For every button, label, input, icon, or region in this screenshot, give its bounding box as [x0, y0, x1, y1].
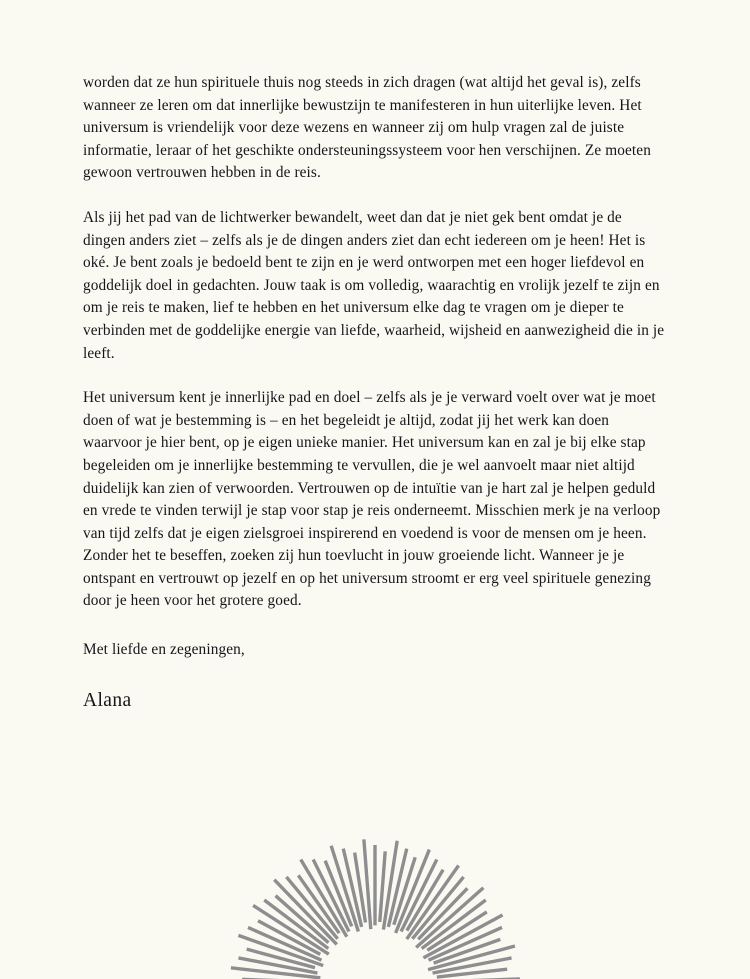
- paragraph-2: Als jij het pad van de lichtwerker bewandelt, weet dan dat je niet gek bent omdat je de dingen anders ziet – zelfs als je de dingen anders ziet dan echt iedereen om je heen! Het is oké. Je bent zoals je bedoeld bent te zijn en je werd ontworpen met een hoger liefdevol en goddelijk doel in gedachten. Jouw taak is om volledig, waarachtig en vrolijk jezelf te zijn en om je reis te maken, lief te hebben en het universum elke dag te vragen om je dieper te verbinden met de goddelijke energie van liefde, waarheid, wijsheid en aanwezigheid die in je leeft.: [83, 208, 665, 362]
- sunburst-icon: [165, 779, 585, 979]
- letter-body: [83, 72, 668, 714]
- closing-line: Met liefde en zegeningen,: [83, 641, 245, 659]
- paragraph-1: worden dat ze hun spirituele thuis nog steeds in zich dragen (wat altijd het geval is), zelfs wanneer ze leren om dat innerlijke bewustzijn te manifesteren in hun uiterlijke leven. Het universum is vriendelijk voor deze wezens en wanneer zij om hulp vragen zal de juiste informatie, leraar of het geschikte ondersteuningssysteem voor hen verschijnen. Ze moeten gewoon vertrouwen hebben in de reis.: [83, 74, 651, 182]
- paragraph-3: Het universum kent je innerlijke pad en doel – zelfs als je je verward voelt over wat je moet doen of wat je bestemming is – en het begeleidt je altijd, zodat jij het werk kan doen waarvoor je hier bent, op je eigen unieke manier. Het universum kan en zal je bij elke stap begeleiden om je innerlijke bestemming te vervullen, die je wel aanvoelt maar niet altijd duidelijk kan zien of verwoorden. Vertrouwen op de intuïtie van je hart zal je helpen geduld en vrede te vinden terwijl je stap voor stap je reis onderneemt. Misschien merk je na verloop van tijd zelfs dat je eigen zielsgroei inspirerend en voedend is voor de mensen om je heen. Zonder het te beseffen, zoeken zij hun toevlucht in jouw groeiende licht. Wanneer je je ontspant en vertrouwt op jezelf en op het universum stroomt er erg veel spirituele genezing door je heen voor het grotere goed.: [83, 389, 661, 610]
- signature-name: Alana: [83, 689, 132, 711]
- sunburst-ornament: [0, 779, 750, 979]
